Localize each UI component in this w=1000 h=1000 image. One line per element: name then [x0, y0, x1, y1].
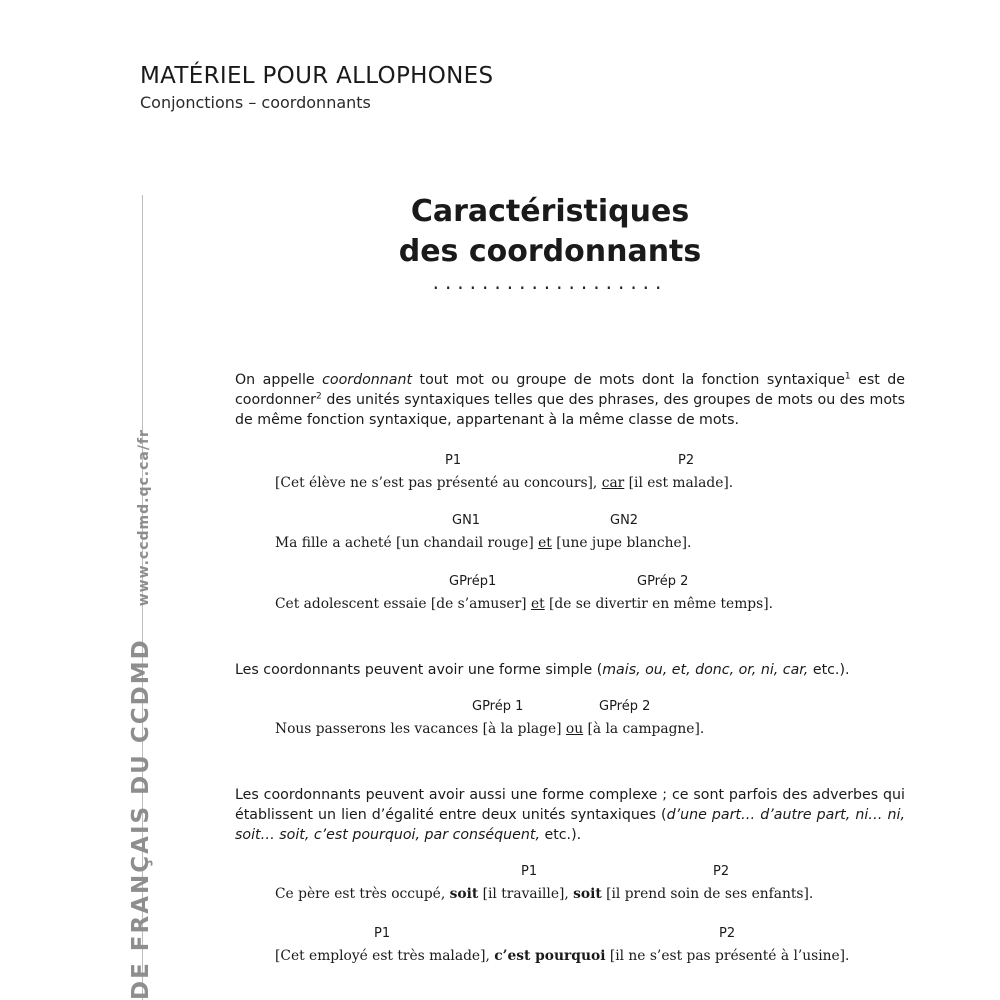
page-header — [140, 62, 493, 114]
example-sentence: [Cet employé est très malade], c’est pourquoi [il ne s’est pas présenté à l’usine]. — [275, 948, 850, 964]
label-p2: P2 — [713, 864, 730, 879]
example-3 — [275, 574, 773, 614]
label-p1: P1 — [445, 453, 462, 468]
label-gn2: GN2 — [610, 513, 639, 528]
example-4 — [275, 699, 704, 739]
label-gprep1: GPrép1 — [449, 574, 497, 589]
label-p2: P2 — [678, 453, 695, 468]
example-sentence: Ce père est très occupé, soit [il travaille], soit [il prend soin de ses enfants]. — [275, 886, 814, 902]
simple-form-paragraph: Les coordonnants peuvent avoir une forme simple (mais, ou, et, donc, or, ni, car, etc.). — [235, 662, 850, 678]
header-subtitle: Conjonctions – coordonnants — [140, 93, 371, 112]
example-1 — [275, 453, 733, 493]
coordinator: et — [538, 535, 552, 551]
example-sentence: Ma fille a acheté [un chandail rouge] et [une jupe blanche]. — [275, 535, 692, 551]
label-gprep1: GPrép 1 — [472, 699, 524, 714]
label-p2: P2 — [719, 926, 736, 941]
label-p1: P1 — [521, 864, 538, 879]
sidebar-label — [128, 429, 154, 1000]
example-sentence: Nous passerons les vacances [à la plage] ou [à la campagne]. — [275, 721, 705, 737]
sidebar-url[interactable]: www.ccdmd.qc.ca/fr — [136, 429, 152, 607]
coordinator: c’est pourquoi — [494, 948, 606, 964]
example-sentence: Cet adolescent essaie [de s’amuser] et [de se divertir en même temps]. — [275, 596, 773, 612]
complex-form-paragraph: Les coordonnants peuvent avoir aussi une forme complexe ; ce sont parfois des adverbes qui établissent un lien d’égalité entre deux unités syntaxiques (d’une part… d’autre part, ni… ni, soit… soit, c’est pourquoi, par conséquent, etc.). — [235, 787, 905, 843]
example-sentence: [Cet élève ne s’est pas présenté au concours], car [il est malade]. — [275, 475, 734, 491]
coordinator: soit — [573, 886, 602, 902]
intro-paragraph: On appelle coordonnant tout mot ou groupe de mots dont la fonction syntaxique$^1$ est de coordonner$^2$ des unités syntaxiques telles que des phrases, des groupes de mots ou des mots de même fonction syntaxique, appartenant à la même classe de mots. — [235, 371, 905, 428]
label-gprep2: GPrép 2 — [637, 574, 689, 589]
coordinator: car — [601, 475, 625, 491]
label-gn1: GN1 — [452, 513, 481, 528]
page-title-line1: Caractéristiques — [410, 194, 690, 229]
coordinator: et — [530, 596, 545, 612]
sidebar-publisher: DE FRANÇAIS DU CCDMD — [128, 638, 154, 1000]
header-title: MATÉRIEL POUR ALLOPHONES — [140, 63, 494, 89]
example-5 — [275, 864, 813, 904]
example-6 — [275, 926, 849, 966]
example-2 — [275, 513, 691, 553]
coordinator: soit — [449, 886, 479, 902]
page-title — [260, 192, 840, 292]
label-p1: P1 — [374, 926, 391, 941]
title-dotted-rule: ................... — [432, 270, 668, 294]
coordinator: ou — [565, 721, 584, 737]
page-title-line2: des coordonnants — [398, 234, 702, 269]
label-gprep2: GPrép 2 — [599, 699, 651, 714]
